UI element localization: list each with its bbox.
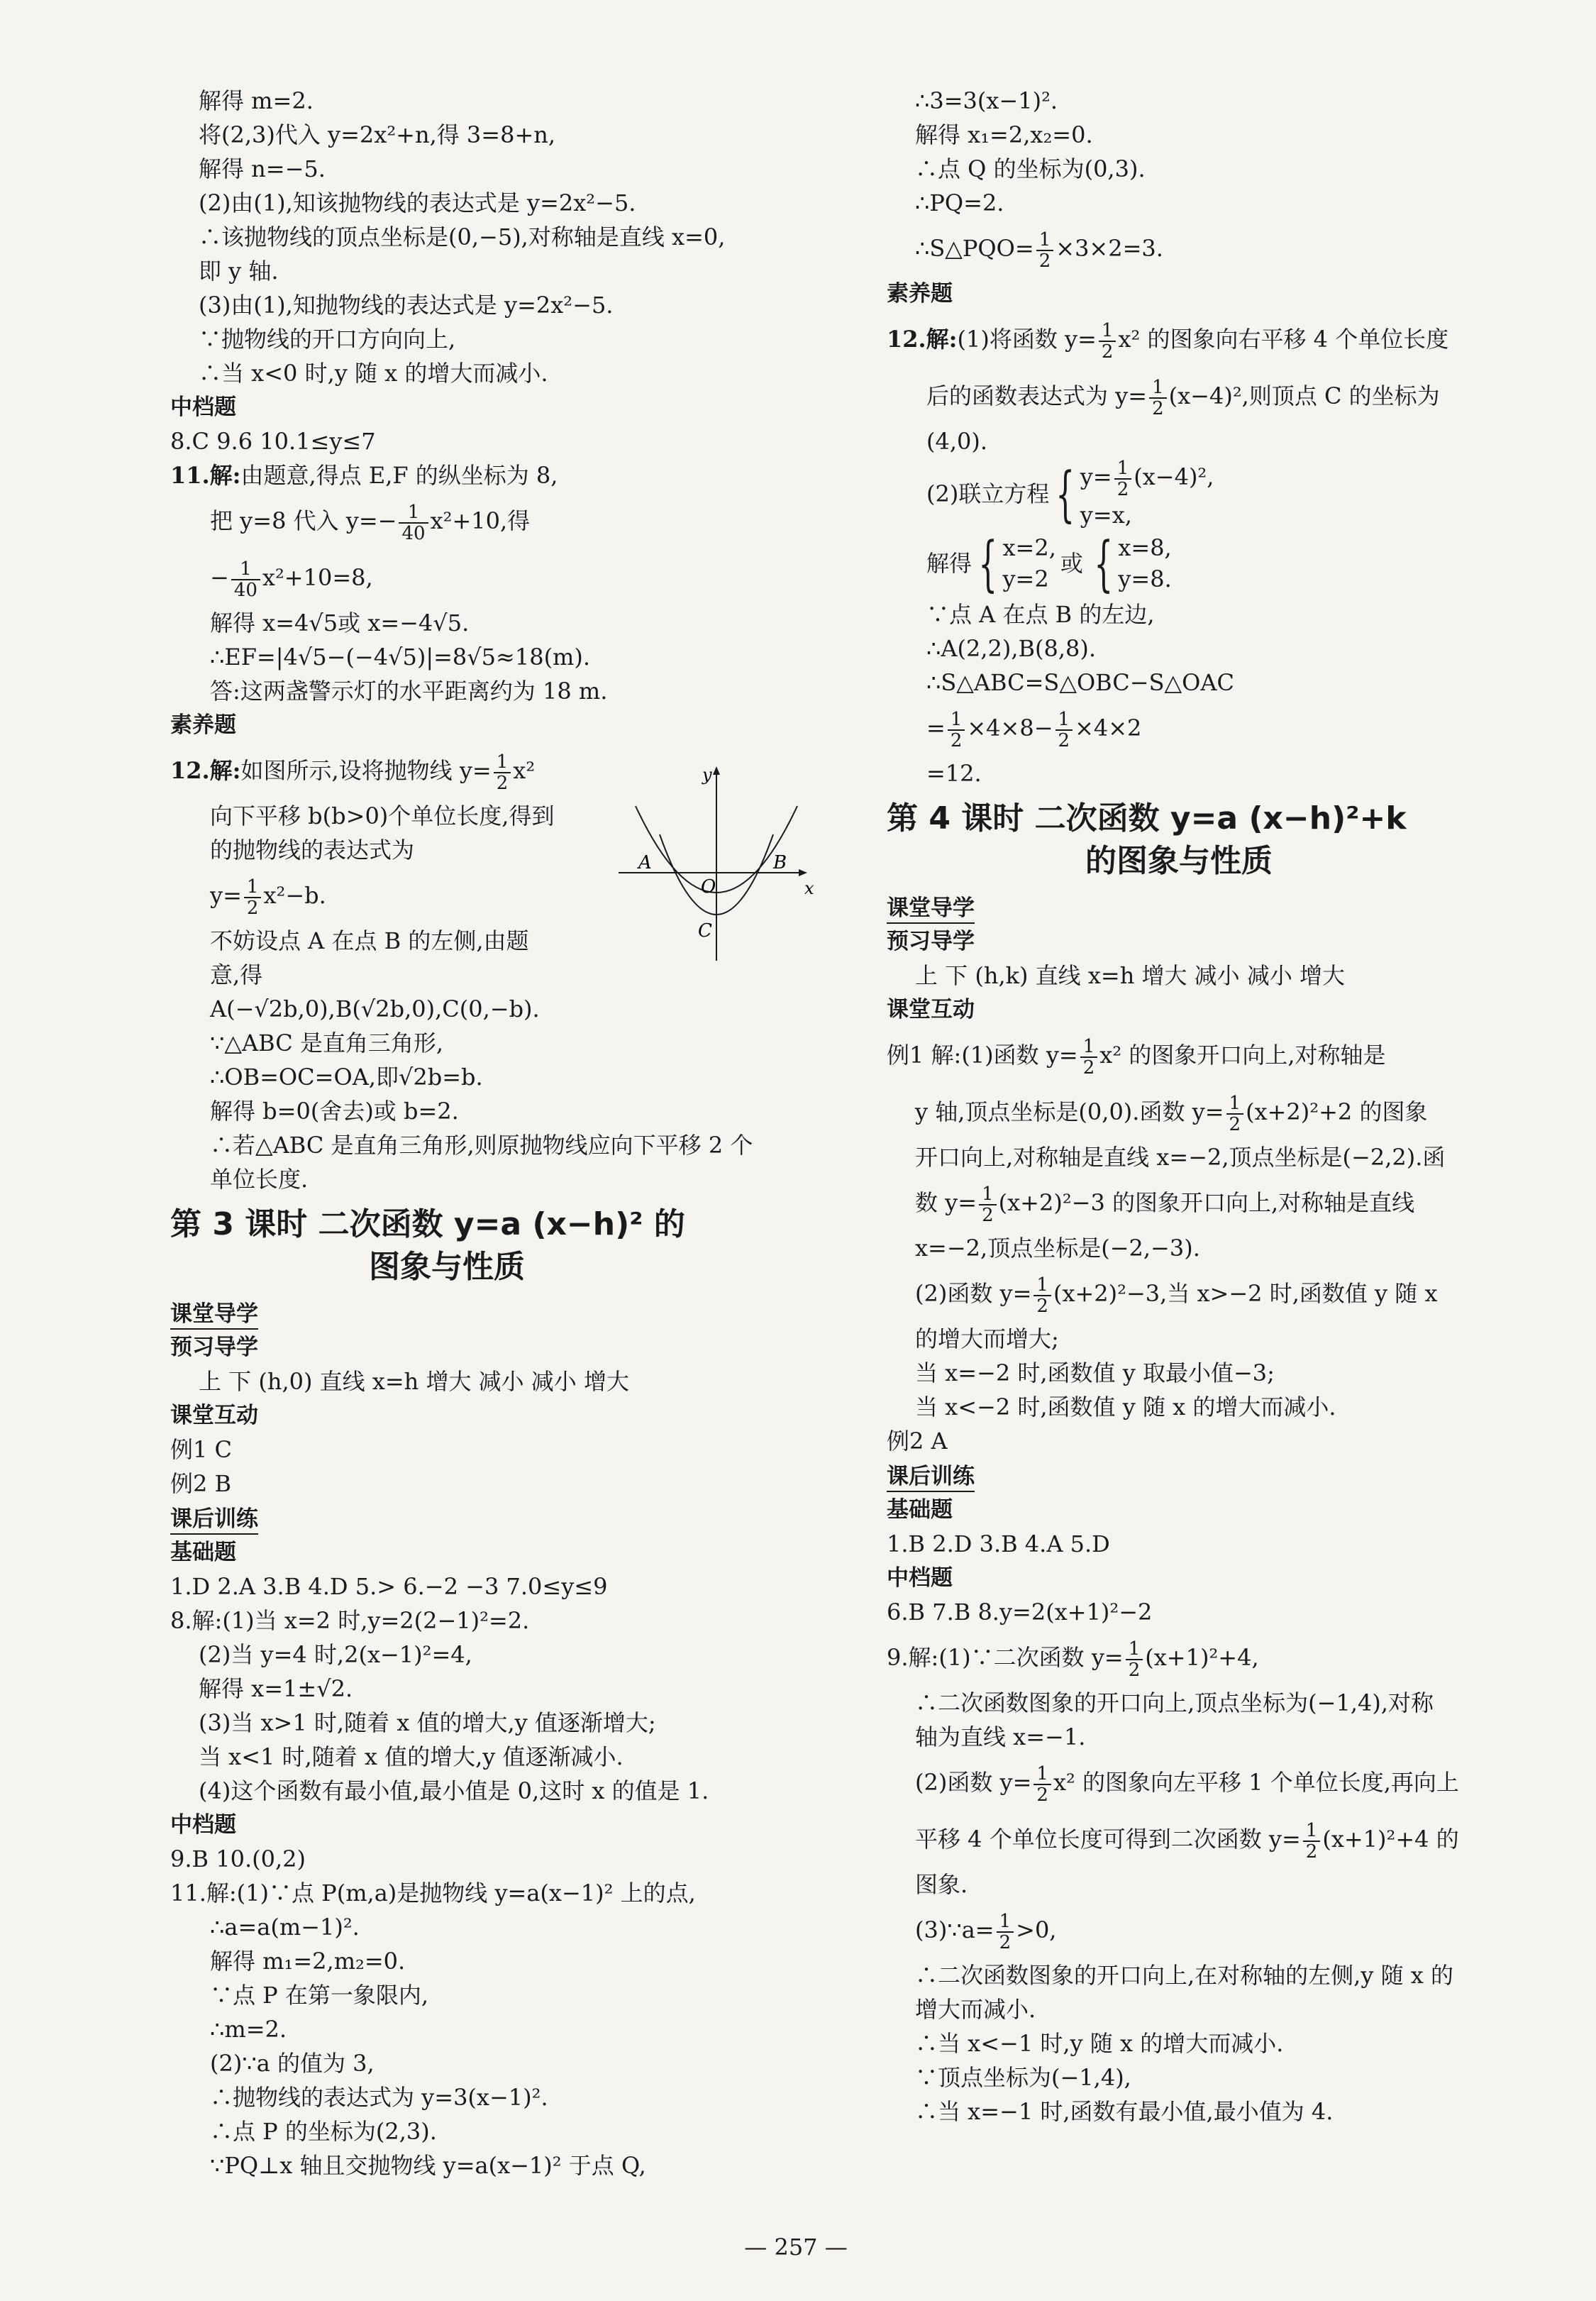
equation-system: (2)联立方程 { y= $\frac{1}{2}$ (x−4)², y=x, — [926, 457, 1214, 529]
sub-heading: 基础题 — [170, 1540, 236, 1565]
text-line: y 轴,顶点坐标是(0,0).函数 y= $\frac{1}{2}$ (x+2)²+2 的图象 — [915, 1092, 1428, 1135]
section-heading: 素养题 — [887, 281, 953, 307]
text-line: ∴A(2,2),B(8,8). — [926, 635, 1097, 662]
fraction: $\frac{1}{40}$ — [231, 559, 260, 600]
text-line: 11.解:(1)∵点 P(m,a)是抛物线 y=a(x−1)² 上的点, — [170, 1880, 696, 1907]
answer-line: 1.B 2.D 3.B 4.A 5.D — [887, 1530, 1110, 1557]
text-line: 例1 解:(1)函数 y= $\frac{1}{2}$ x² 的图象开口向上,对称轴是 — [887, 1035, 1386, 1078]
text-line: 单位长度. — [210, 1166, 309, 1193]
section-heading: 课后训练 — [170, 1505, 258, 1535]
answer-line: 8.C 9.6 10.1≤y≤7 — [170, 428, 376, 455]
text-line: (4)这个函数有最小值,最小值是 0,这时 x 的值是 1. — [199, 1777, 709, 1804]
text-line: 解得 b=0(舍去)或 b=2. — [210, 1098, 459, 1125]
text-line: 9.解:(1)∵二次函数 y= $\frac{1}{2}$ (x+1)²+4, — [887, 1638, 1259, 1681]
sub-heading: 课堂互动 — [170, 1403, 258, 1428]
text-line: 当 x<1 时,随着 x 值的增大,y 值逐渐减小. — [199, 1743, 624, 1770]
text-line: 的抛物线的表达式为 — [210, 837, 415, 863]
answer-line: 1.D 2.A 3.B 4.D 5.> 6.−2 −3 7.0≤y≤9 — [170, 1573, 608, 1600]
fraction: $\frac{1}{2}$ — [1126, 1639, 1143, 1680]
text-line: 8.解:(1)当 x=2 时,y=2(2−1)²=2. — [170, 1607, 530, 1634]
sub-heading: 预习导学 — [170, 1335, 258, 1360]
text-line: 图象. — [915, 1871, 968, 1898]
fraction: $\frac{1}{2}$ — [1114, 458, 1132, 500]
y-axis-arrow — [713, 766, 720, 775]
text-line: 当 x<−2 时,函数值 y 随 x 的增大而减小. — [915, 1394, 1336, 1420]
text-line: 的增大而增大; — [915, 1325, 1059, 1352]
preview-answers: 上 下 (h,k) 直线 x=h 增大 减小 减小 增大 — [915, 962, 1345, 989]
page-number: — 257 — — [744, 2234, 848, 2261]
text-line: ∴S△ABC=S△OBC−S△OAC — [926, 669, 1234, 696]
text-line: ∵△ABC 是直角三角形, — [210, 1030, 444, 1056]
x-axis-label: x — [804, 878, 814, 898]
text-line: 意,得 — [210, 961, 263, 988]
text-line: 解得 m=2. — [199, 87, 314, 114]
text-line: 由题意,得点 E,F 的纵坐标为 8, — [240, 462, 558, 489]
text-line: ∴S△PQO= $\frac{1}{2}$ ×3×2=3. — [915, 228, 1163, 272]
fraction: $\frac{1}{2}$ — [1099, 321, 1116, 362]
text-line: ∵点 A 在点 B 的左边, — [926, 601, 1155, 628]
text-line: y= $\frac{1}{2}$ x²−b. — [210, 876, 326, 919]
text-line: 即 y 轴. — [199, 258, 279, 285]
text-line: 将(2,3)代入 y=2x²+n,得 3=8+n, — [199, 121, 556, 148]
point-c-label: C — [698, 920, 712, 942]
text-line: (2)由(1),知该抛物线的表达式是 y=2x²−5. — [199, 189, 636, 216]
text-line: (2)函数 y= $\frac{1}{2}$ x² 的图象向左平移 1 个单位长度,再向上 — [915, 1762, 1459, 1806]
origin-label: O — [701, 876, 716, 898]
text-line: ∴点 Q 的坐标为(0,3). — [915, 155, 1146, 182]
right-column: ∴3=3(x−1)². 解得 x₁=2,x₂=0. ∴点 Q 的坐标为(0,3). ∴PQ=2. ∴S△PQO= $\frac{1}{2}$ ×3×2=3. 素养题 12.解:(1)将函数 y= $\frac{1}{2}$ x² 的图象向右平移 4 个单位长度 后的函数表达式为 y= $\frac{1}{2}$ (x−4)²,则顶点 C 的坐标为 (4,0). (2)联立方程 { y= $\frac{1}{2}$ (x−4)², y=x, 解得 { x=2, y=2 或 { x=8, y=8. ∵点 A 在点 B 的左边, ∴A(2,2),B(8,8). ∴S△ABC=S△OBC−S△OAC = $\frac{1}{2}$ ×4×8− $\frac{1}{2}$ ×4×2 =12. 第 4 课时 二次函数 y=a (x−h)²+k 的图象与性质 课堂导学 预习导学 上 下 (h,k) 直线 x=h 增大 减小 减小 增大 课堂互动 例1 解:(1)函数 y= $\frac{1}{2}$ x² 的图象开口向上,对称轴是 y 轴,顶点坐标是(0,0).函数 y= $\frac{1}{2}$ (x+2)²+2 的图象 开口向上,对称轴是直线 x=−2,顶点坐标是(−2,2).函 数 y= $\frac{1}{2}$ (x+2)²−3 的图象开口向上,对称轴是直线 x=−2,顶点坐标是(−2,−3). (2)函数 y= $\frac{1}{2}$ (x+2)²−3,当 x>−2 时,函数值 y 随 x 的增大而增大; 当 x=−2 时,函数值 y 取最小值−3; 当 x<−2 时,函数值 y 随 x 的增大而减小. 例2 A 课后训练 基础题 1.B 2.D 3.B 4.A 5.D 中档题 6.B 7.B 8.y=2(x+1)²−2 9.解:(1)∵二次函数 y= $\frac{1}{2}$ (x+1)²+4, ∴二次函数图象的开口向上,顶点坐标为(−1,4),对称 轴为直线 x=−1. (2)函数 y= $\frac{1}{2}$ x² 的图象向左平移 1 个单位长度,再向上 平移 4 个单位长度可得到二次函数 y= $\frac{1}{2}$ (x+1)²+4 的 图象. (3)∵a= $\frac{1}{2}$ >0, ∴二次函数图象的开口向上,在对称轴的左侧,y 随 x 的 增大而减小. ∴当 x<−1 时,y 随 x 的增大而减小. ∵顶点坐标为(−1,4), ∴当 x=−1 时,函数有最小值,最小值为 4. — [887, 84, 1596, 2129]
text-line: 轴为直线 x=−1. — [915, 1723, 1086, 1750]
example-answer: 例1 C — [170, 1436, 233, 1463]
text-line: 解得 x₁=2,x₂=0. — [915, 121, 1093, 148]
solution-system: 解得 { x=2, y=2 或 { x=8, y=8. — [926, 529, 1172, 598]
text-line: 答:这两盏警示灯的水平距离约为 18 m. — [210, 678, 608, 705]
point-a-label: A — [638, 852, 652, 873]
text-line: 把 y=8 代入 y=− $\frac{1}{40}$ x²+10,得 — [210, 501, 531, 544]
fraction: $\frac{1}{2}$ — [244, 877, 262, 918]
y-axis-label: y — [702, 765, 712, 785]
answer-line: 9.B 10.(0,2) — [170, 1845, 306, 1872]
text-line: 解得 x=1±√2. — [199, 1675, 353, 1702]
text-line: ∴该抛物线的顶点坐标是(0,−5),对称轴是直线 x=0, — [199, 224, 726, 250]
text-line: 解得 m₁=2,m₂=0. — [210, 1948, 406, 1975]
text-line: ∴当 x<−1 时,y 随 x 的增大而减小. — [915, 2030, 1284, 2057]
sub-heading: 基础题 — [887, 1497, 953, 1523]
text-line: ∴EF=|4√5−(−4√5)|=8√5≈18(m). — [210, 644, 591, 671]
example-answer: 例2 B — [170, 1470, 232, 1497]
text-line: − $\frac{1}{40}$ x²+10=8, — [210, 558, 373, 601]
text-line: ∵抛物线的开口方向向上, — [199, 326, 456, 353]
section-heading: 中档题 — [170, 394, 236, 420]
section-heading: 课堂导学 — [170, 1300, 258, 1330]
text-line: ∴a=a(m−1)². — [210, 1914, 360, 1941]
fraction: $\frac{1}{2}$ — [1303, 1821, 1321, 1862]
text-line: ∴OB=OC=OA,即√2b=b. — [210, 1064, 483, 1091]
fraction: $\frac{1}{2}$ — [1036, 230, 1054, 271]
fraction: $\frac{1}{2}$ — [979, 1184, 997, 1225]
text-line: ∴m=2. — [210, 2016, 287, 2043]
parabola-figure — [617, 765, 814, 964]
answer-label: 12.解: — [887, 326, 958, 353]
text-line: A(−√2b,0),B(√2b,0),C(0,−b). — [210, 995, 540, 1022]
text-line: ∴若△ABC 是直角三角形,则原抛物线应向下平移 2 个 — [210, 1132, 753, 1159]
text-line: ∴当 x=−1 时,函数有最小值,最小值为 4. — [915, 2098, 1334, 2125]
text-line: 解得 x=4√5或 x=−4√5. — [210, 609, 470, 636]
fraction: $\frac{1}{40}$ — [399, 502, 428, 543]
text-line: 不妨设点 A 在点 B 的左侧,由题 — [210, 927, 529, 954]
section-heading: 课堂导学 — [887, 894, 975, 924]
text-line: ∵PQ⊥x 轴且交抛物线 y=a(x−1)² 于点 Q, — [210, 2152, 646, 2179]
lesson-title: 第 3 课时 二次函数 y=a (x−h)² 的 图象与性质 — [170, 1206, 685, 1285]
sub-heading: 预习导学 — [887, 929, 975, 954]
text-line: (3)∵a= $\frac{1}{2}$ >0, — [915, 1910, 1057, 1953]
point-b-label: B — [773, 852, 787, 873]
section-heading: 课后训练 — [887, 1462, 975, 1492]
answer-line: 6.B 7.B 8.y=2(x+1)²−2 — [887, 1599, 1153, 1626]
text-line: (2)当 y=4 时,2(x−1)²=4, — [199, 1641, 472, 1668]
fraction: $\frac{1}{2}$ — [1149, 377, 1167, 419]
text-line: ∵顶点坐标为(−1,4), — [915, 2064, 1131, 2091]
text-line: ∴抛物线的表达式为 y=3(x−1)². — [210, 2084, 548, 2111]
text-line: 数 y= $\frac{1}{2}$ (x+2)²−3 的图象开口向上,对称轴是直线 — [915, 1183, 1415, 1226]
text-line: (2)∵a 的值为 3, — [210, 2050, 375, 2077]
text-line: x=−2,顶点坐标是(−2,−3). — [915, 1235, 1200, 1262]
text-line: 向下平移 b(b>0)个单位长度,得到 — [210, 802, 555, 829]
left-column: 解得 m=2. 将(2,3)代入 y=2x²+n,得 3=8+n, 解得 n=−5. (2)由(1),知该抛物线的表达式是 y=2x²−5. ∴该抛物线的顶点坐标是(0,−5),对称轴是直线 x=0, 即 y 轴. (3)由(1),知抛物线的表达式是 y=2x²−5. ∵抛物线的开口方向向上, ∴当 x<0 时,y 随 x 的增大而减小. 中档题 8.C 9.6 10.1≤y≤7 11.解:由题意,得点 E,F 的纵坐标为 8, 把 y=8 代入 y=− $\frac{1}{40}$ x²+10,得 − $\frac{1}{40}$ x²+10=8, 解得 x=4√5或 x=−4√5. ∴EF=|4√5−(−4√5)|=8√5≈18(m). 答:这两盏警示灯的水平距离约为 18 m. 素养题 12.解:如图所示,设将抛物线 y= $\frac{1}{2}$ x² 向下平移 b(b>0)个单位长度,得到 的抛物线的表达式为 y= $\frac{1}{2}$ x²−b. 不妨设点 A 在点 B 的左侧,由题 意,得 A(−√2b,0),B(√2b,0),C(0,−b). ∵△ABC 是直角三角形, ∴OB=OC=OA,即√2b=b. 解得 b=0(舍去)或 b=2. ∴若△ABC 是直角三角形,则原抛物线应向下平移 2 个 单位长度. 第 3 课时 二次函数 y=a (x−h)² 的 图象与性质 课堂导学 预习导学 上 下 (h,0) 直线 x=h 增大 减小 减小 增大 课堂互动 例1 C 例2 B 课后训练 基础题 1.D 2.A 3.B 4.D 5.> 6.−2 −3 7.0≤y≤9 8.解:(1)当 x=2 时,y=2(2−1)²=2. (2)当 y=4 时,2(x−1)²=4, 解得 x=1±√2. (3)当 x>1 时,随着 x 值的增大,y 值逐渐增大; 当 x<1 时,随着 x 值的增大,y 值逐渐减小. (4)这个函数有最小值,最小值是 0,这时 x 的值是 1. 中档题 9.B 10.(0,2) 11.解:(1)∵点 P(m,a)是抛物线 y=a(x−1)² 上的点, ∴a=a(m−1)². 解得 m₁=2,m₂=0. ∵点 P 在第一象限内, ∴m=2. (2)∵a 的值为 3, ∴抛物线的表达式为 y=3(x−1)². ∴点 P 的坐标为(2,3). ∵PQ⊥x 轴且交抛物线 y=a(x−1)² 于点 Q, — [170, 84, 880, 2183]
answer-label: 12.解: — [170, 757, 241, 784]
example-answer: 例2 A — [887, 1428, 948, 1455]
text-line: 平移 4 个单位长度可得到二次函数 y= $\frac{1}{2}$ (x+1)²+4 的 — [915, 1819, 1459, 1863]
section-heading: 中档题 — [170, 1812, 236, 1838]
text-line: (2)函数 y= $\frac{1}{2}$ (x+2)²−3,当 x>−2 时,函数值 y 随 x — [915, 1274, 1438, 1317]
text-line: 开口向上,对称轴是直线 x=−2,顶点坐标是(−2,2).函 — [915, 1144, 1446, 1171]
fraction: $\frac{1}{2}$ — [948, 710, 965, 751]
fraction: $\frac{1}{2}$ — [1055, 710, 1073, 751]
text-line: 当 x=−2 时,函数值 y 取最小值−3; — [915, 1359, 1275, 1386]
text-line: 解得 n=−5. — [199, 155, 326, 182]
text-line: ∴二次函数图象的开口向上,在对称轴的左侧,y 随 x 的 — [915, 1962, 1453, 1989]
text-line: ∴点 P 的坐标为(2,3). — [210, 2118, 437, 2145]
fraction: $\frac{1}{2}$ — [1080, 1037, 1098, 1078]
text-line: ∵点 P 在第一象限内, — [210, 1982, 429, 2009]
text-line: ∴PQ=2. — [915, 189, 1004, 216]
text-line: =12. — [926, 760, 982, 787]
answer-label: 11.解: — [170, 462, 241, 489]
fraction: $\frac{1}{2}$ — [1226, 1093, 1244, 1135]
text-line: ∴当 x<0 时,y 随 x 的增大而减小. — [199, 360, 548, 387]
text-line: 后的函数表达式为 y= $\frac{1}{2}$ (x−4)²,则顶点 C 的坐标为 — [926, 376, 1440, 419]
text-line: ∴二次函数图象的开口向上,顶点坐标为(−1,4),对称 — [915, 1689, 1434, 1716]
lesson-title: 第 4 课时 二次函数 y=a (x−h)²+k 的图象与性质 — [887, 800, 1407, 879]
text-line: (3)当 x>1 时,随着 x 值的增大,y 值逐渐增大; — [199, 1709, 656, 1736]
fraction: $\frac{1}{2}$ — [494, 752, 511, 793]
text-line: 增大而减小. — [915, 1996, 1036, 2023]
fraction: $\frac{1}{2}$ — [1033, 1275, 1051, 1316]
x-axis-arrow — [799, 869, 807, 876]
text-line: ∴3=3(x−1)². — [915, 87, 1058, 114]
section-heading: 中档题 — [887, 1565, 953, 1591]
preview-answers: 上 下 (h,0) 直线 x=h 增大 减小 减小 增大 — [199, 1368, 629, 1395]
sub-heading: 课堂互动 — [887, 997, 975, 1022]
text-line: = $\frac{1}{2}$ ×4×8− $\frac{1}{2}$ ×4×2 — [926, 708, 1142, 751]
text-line: (3)由(1),知抛物线的表达式是 y=2x²−5. — [199, 292, 614, 319]
fraction: $\frac{1}{2}$ — [1033, 1764, 1051, 1805]
fraction: $\frac{1}{2}$ — [997, 1911, 1014, 1953]
section-heading: 素养题 — [170, 712, 236, 738]
text-line: (4,0). — [926, 428, 988, 455]
